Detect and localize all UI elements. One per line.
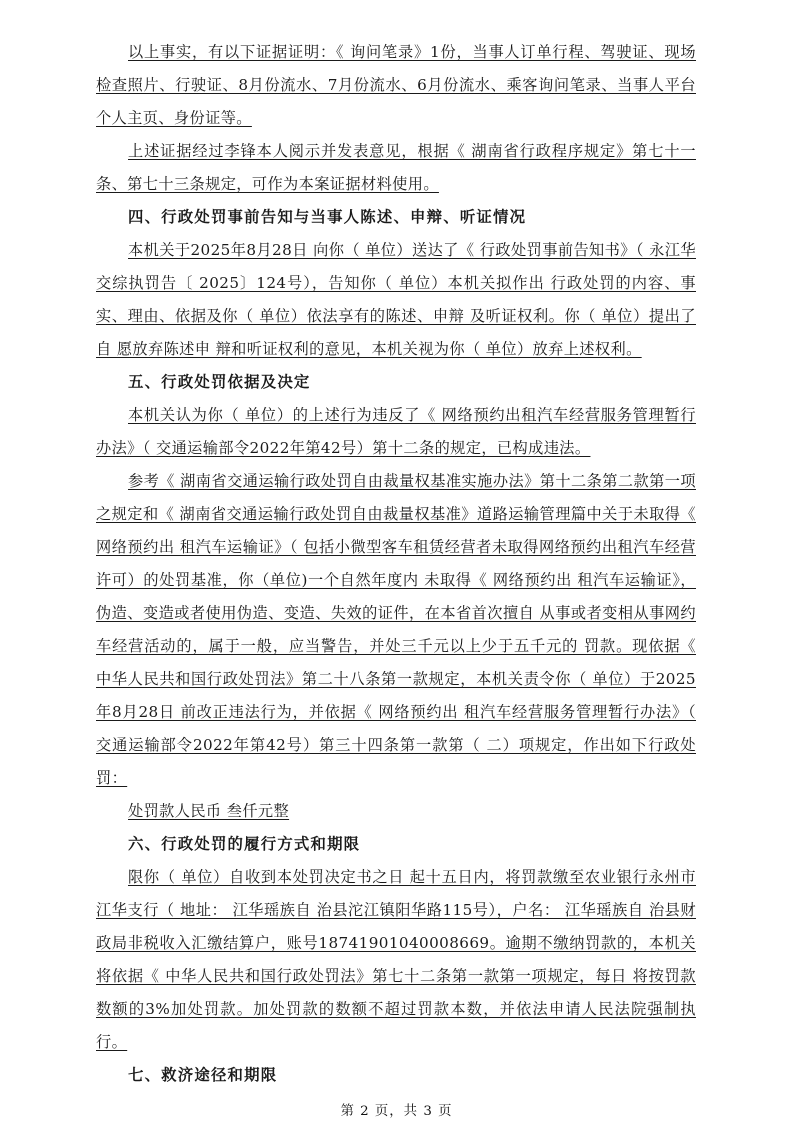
paragraph-penalty-amount: [96, 795, 696, 828]
paragraph-evidence-list: 以上事实，有以下证据证明：《 询问笔录》1份，当事人订单行程、驾驶证、现场检查照片、行驶证、8月份流水、7月份流水、6月份流水、乘客询问笔录、当事人平台个人主页、身份证等。: [96, 43, 696, 127]
paragraph-violation: 本机关认为你（ 单位）的上述行为违反了《 网络预约出租汽车经营服务管理暂行办法》（ 交通运输部令2022年第42号）第十二条的规定，已构成违法。: [96, 406, 696, 457]
heading-section-four: 四、行政处罚事前告知与当事人陈述、申辩、听证情况: [128, 208, 527, 226]
document-body: [96, 36, 696, 1092]
heading-section-seven: 七、救济途径和期限: [128, 1066, 278, 1084]
paragraph-evidence-review: 上述证据经过李锋本人阅示并发表意见，根据《 湖南省行政程序规定》第七十一条、第七十三条规定，可作为本案证据材料使用。: [96, 142, 696, 193]
footer-suffix: 页: [438, 1104, 453, 1119]
paragraph-payment-terms: 限你（ 单位）自收到本处罚决定书之日 起十五日内，将罚款缴至农业银行永州市江华支行（ 地址： 江华瑶族自 治县沱江镇阳华路115号），户名： 江华瑶族自 治县财政局非税收入汇缴结算户，账号18741901040008669。逾期不缴纳罚款的，本机关将依据《 中华人民共和国行政处罚法》第七十二条第一款第一项规定，每日 将按罚款数额的3%加处罚款。加处罚款的数额不超过罚款本数，并依法申请人民法院强制执行。: [96, 868, 696, 1051]
footer-total-pages: 3: [423, 1104, 433, 1119]
footer-page-number: 2: [360, 1104, 370, 1119]
heading-section-six: 六、行政处罚的履行方式和期限: [128, 835, 361, 853]
footer-mid: 页，共: [374, 1104, 419, 1119]
heading-section-five: 五、行政处罚依据及决定: [128, 373, 311, 391]
page-footer: [0, 1100, 793, 1119]
penalty-amount-text: 处罚款人民币 叁仟元整: [128, 802, 290, 820]
paragraph-notice: 本机关于2025年8月28日 向你（ 单位）送达了《 行政处罚事前告知书》（ 永江华交综执罚告〔 2025〕124号），告知你（ 单位）本机关拟作出 行政处罚的内容、事实、理由、依据及你（ 单位）依法享有的陈述、申辩 及听证权利。你（ 单位）提出了自 愿放弃陈述申 辩和听证权利的意见，本机关视为你（ 单位）放弃上述权利。: [96, 241, 696, 358]
paragraph-discretion-basis: 参考《 湖南省交通运输行政处罚自由裁量权基准实施办法》第十二条第二款第一项之规定和《 湖南省交通运输行政处罚自由裁量权基准》道路运输管理篇中关于未取得《 网络预约出 租汽车运输证》（ 包括小微型客车租赁经营者未取得网络预约出租汽车经营许可）的处罚基准，你（单位)一个自然年度内 未取得《 网络预约出 租汽车运输证》，伪造、变造或者使用伪造、变造、失效的证件，在本省首次擅自 从事或者变相从事网约车经营活动的，属于一般，应当警告，并处三千元以上少于五千元的 罚款。现依据《 中华人民共和国行政处罚法》第二十八条第一款规定，本机关责令你（ 单位）于2025 年8月28日 前改正违法行为，并依据《 网络预约出 租汽车经营服务管理暂行办法》（ 交通运输部令2022年第42号）第三十四条第一款第（ 二）项规定，作出如下行政处罚：: [96, 472, 696, 787]
footer-prefix: 第: [340, 1104, 355, 1119]
